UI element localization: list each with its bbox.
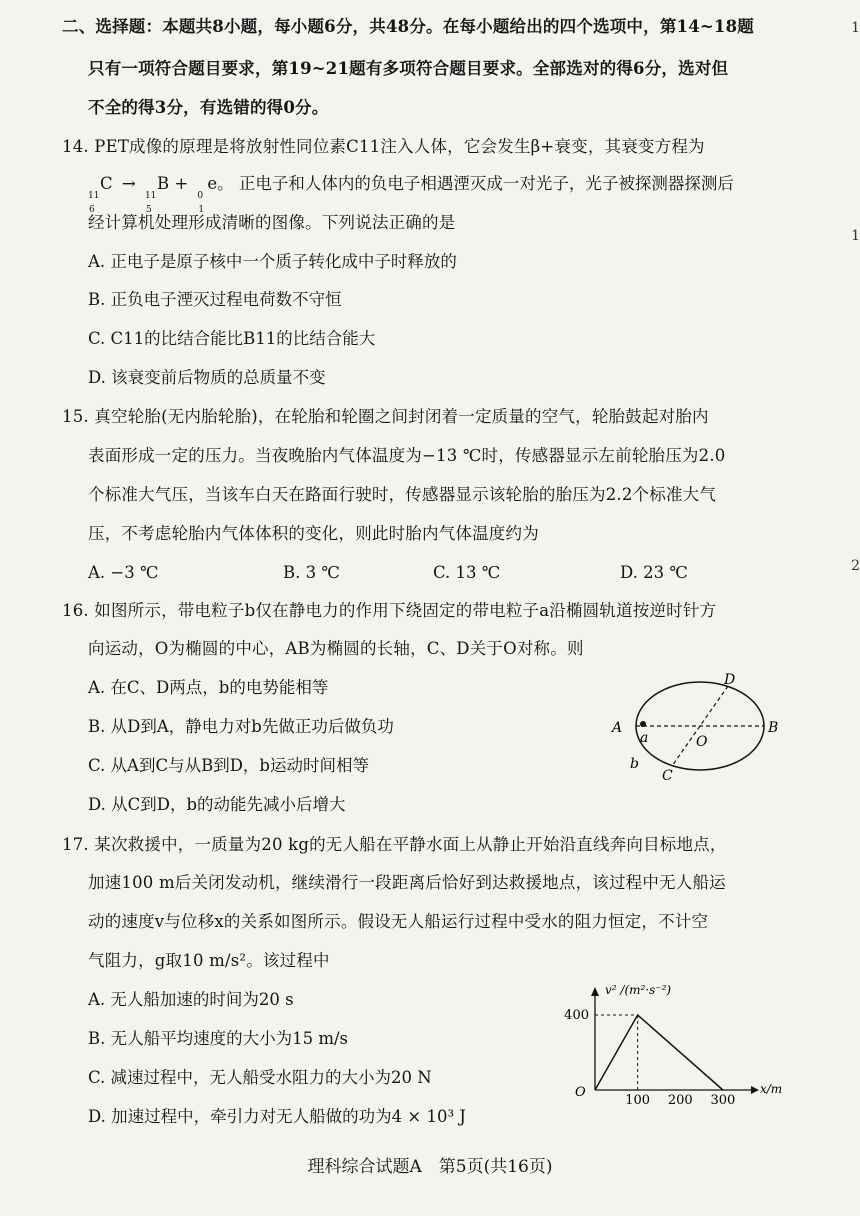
label-a: a (640, 730, 649, 746)
label-O: O (696, 734, 708, 750)
q15-option-b: B. 3 ℃ (283, 563, 340, 582)
page-footer: 理科综合试题A 第5页(共16页) (307, 1157, 553, 1177)
x-tick-label-100: 100 (625, 1093, 651, 1105)
q14-stem-line1: 14. PET成像的原理是将放射性同位素C11注入人体，它会发生β+衰变，其衰变方程为 (62, 137, 705, 156)
q15-stem-line4: 压，不考虑轮胎内气体体积的变化，则此时胎内气体温度约为 (88, 524, 539, 543)
q17-option-c: C. 减速过程中，无人船受水阻力的大小为20 N (88, 1068, 432, 1087)
q15-option-d: D. 23 ℃ (620, 563, 688, 582)
v2-x-graph (555, 980, 795, 1105)
label-b: b (630, 756, 639, 772)
label-B: B (768, 720, 779, 736)
x-tick-label-300: 300 (710, 1093, 736, 1105)
q15-stem-line1: 15. 真空轮胎(无内胎轮胎)，在轮胎和轮圈之间封闭着一定质量的空气，轮胎鼓起对胎内 (62, 407, 709, 426)
q14-option-a: A. 正电子是原子核中一个质子转化成中子时释放的 (88, 252, 457, 271)
q16-stem-line2: 向运动，O为椭圆的中心，AB为椭圆的长轴，C、D关于O对称。则 (88, 639, 584, 658)
q16-option-d: D. 从C到D，b的动能先减小后增大 (88, 795, 346, 814)
y-tick-label-400: 400 (564, 1008, 589, 1023)
origin-label: O (575, 1085, 586, 1100)
v2-x-series-line (595, 1015, 723, 1090)
label-C: C (662, 768, 673, 784)
q14-stem-line3: 经计算机处理形成清晰的图像。下列说法正确的是 (88, 213, 456, 232)
y-axis-arrow (591, 987, 599, 996)
margin-mark: 2 (851, 558, 860, 574)
label-A: A (612, 720, 623, 736)
q16-option-b: B. 从D到A，静电力对b先做正功后做负功 (88, 717, 394, 736)
x-tick-label-200: 200 (667, 1093, 693, 1105)
q15-option-a: A. −3 ℃ (88, 563, 159, 582)
q14-stem-line2-rest: 正电子和人体内的负电子相遇湮灭成一对光子，光子被探测器探测后 (238, 174, 734, 193)
q14-decay-equation: 11 6 C → 11 5 B + 0 1 e。 正电子和人体内的负电子相遇湮灭成一对光子，光子被探测器探测后 (88, 174, 734, 215)
q14-option-d: D. 该衰变前后物质的总质量不变 (88, 368, 326, 387)
section-instructions-line2: 只有一项符合题目要求，第19~21题有多项符合题目要求。全部选对的得6分，选对但 (88, 59, 729, 78)
section-instructions-line3: 不全的得3分，有选错的得0分。 (88, 98, 329, 117)
q17-stem-line3: 动的速度v与位移x的关系如图所示。假设无人船运行过程中受水的阻力恒定，不计空 (88, 912, 709, 931)
q14-option-b: B. 正负电子湮灭过程电荷数不守恒 (88, 290, 342, 309)
x-axis-arrow (751, 1086, 759, 1094)
x-axis-label: x/m (760, 1082, 783, 1096)
q17-stem-line1: 17. 某次救援中，一质量为20 kg的无人船在平静水面上从静止开始沿直线奔向目标地点， (62, 835, 727, 854)
q17-stem-line2: 加速100 m后关闭发动机，继续滑行一段距离后恰好到达救援地点，该过程中无人船运 (88, 873, 726, 892)
margin-mark: 1 (851, 228, 860, 244)
q17-stem-line4: 气阻力，g取10 m/s²。该过程中 (88, 951, 330, 970)
y-axis-label: v² /(m²·s⁻²) (605, 983, 672, 997)
q16-option-c: C. 从A到C与从B到D，b运动时间相等 (88, 756, 369, 775)
q17-option-b: B. 无人船平均速度的大小为15 m/s (88, 1029, 349, 1048)
section-instructions-line1: 二、选择题：本题共8小题，每小题6分，共48分。在每小题给出的四个选项中，第14~18题 (62, 17, 754, 36)
ellipse-orbit-diagram (600, 664, 790, 794)
particle-a (640, 721, 646, 727)
q15-stem-line3: 个标准大气压，当该车白天在路面行驶时，传感器显示该轮胎的胎压为2.2个标准大气 (88, 485, 717, 504)
q16-option-a: A. 在C、D两点，b的电势能相等 (88, 678, 329, 697)
q17-option-d: D. 加速过程中，牵引力对无人船做的功为4 × 10³ J (88, 1107, 466, 1126)
q15-option-c: C. 13 ℃ (433, 563, 501, 582)
margin-mark: 1 (851, 20, 860, 36)
q14-option-c: C. C11的比结合能比B11的比结合能大 (88, 329, 376, 348)
q15-stem-line2: 表面形成一定的压力。当夜晚胎内气体温度为−13 ℃时，传感器显示左前轮胎压为2.0 (88, 446, 726, 465)
label-D: D (724, 672, 736, 688)
q16-stem-line1: 16. 如图所示，带电粒子b仅在静电力的作用下绕固定的带电粒子a沿椭圆轨道按逆时针方 (62, 601, 717, 620)
q17-option-a: A. 无人船加速的时间为20 s (88, 990, 294, 1009)
